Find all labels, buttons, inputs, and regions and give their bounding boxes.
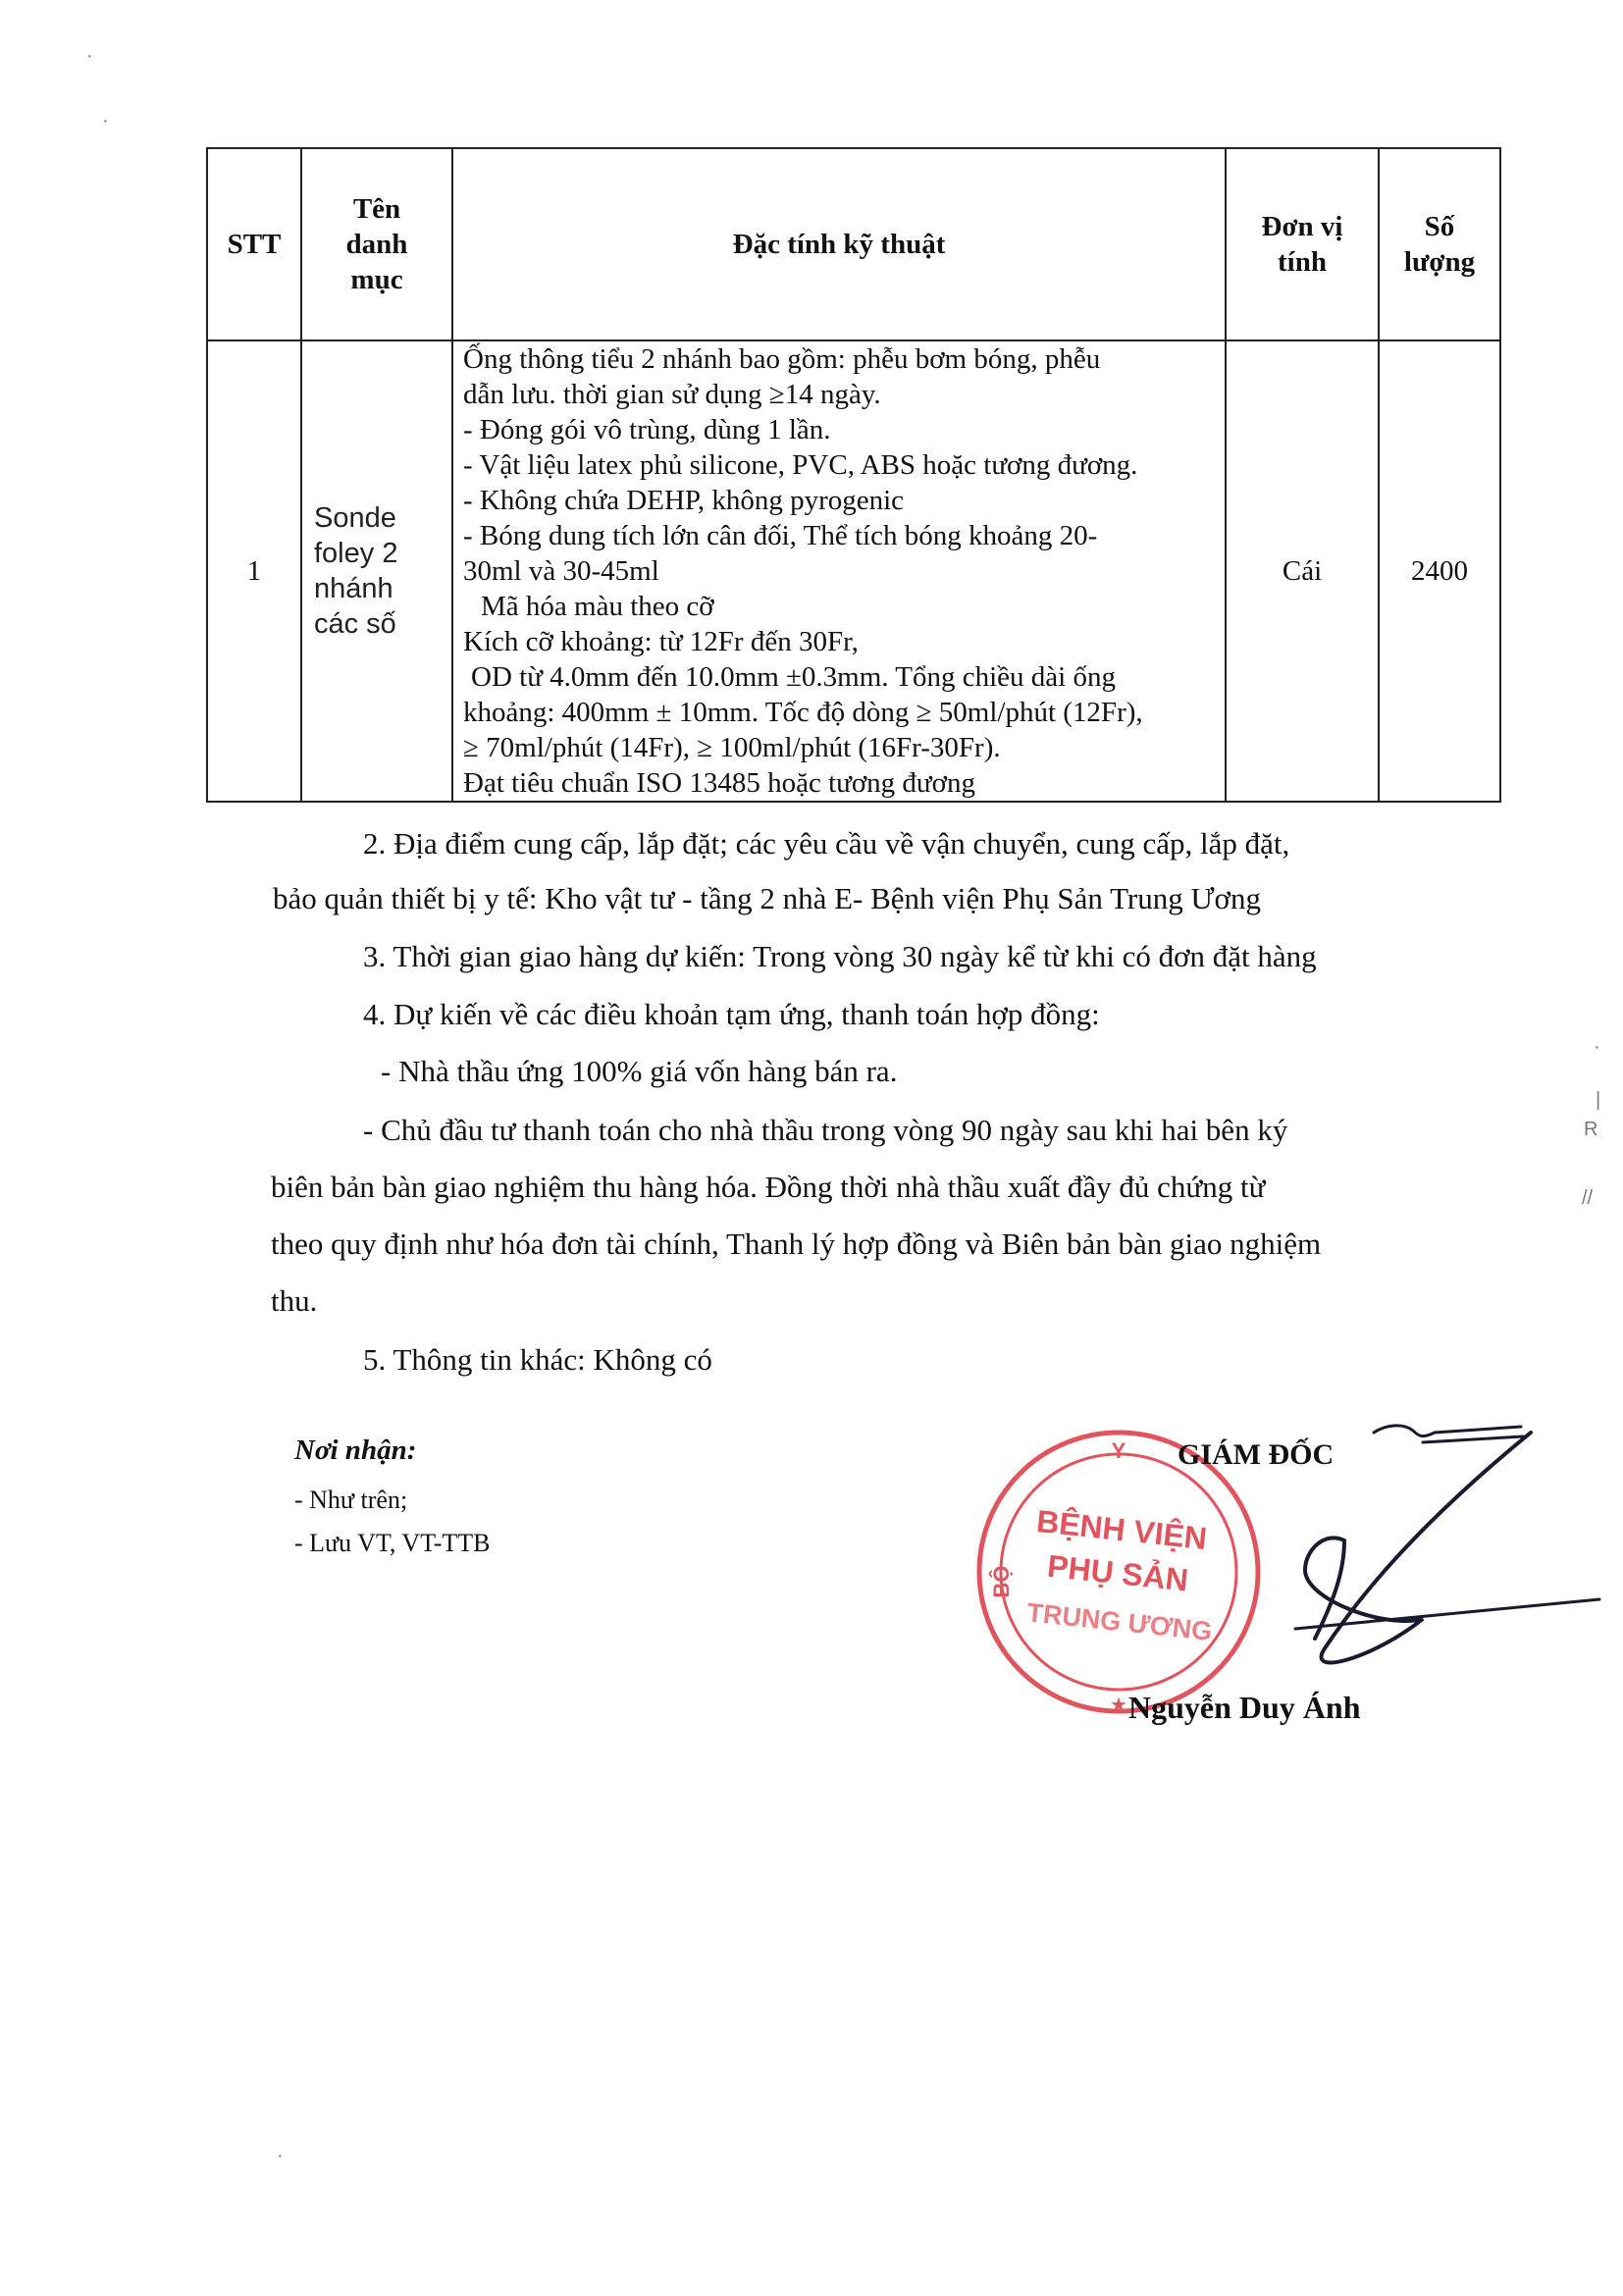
scan-mark: R [1584,1119,1598,1140]
paragraph-2-line2: bảo quản thiết bị y tế: Kho vật tư - tầng 2 nhà E- Bệnh viện Phụ Sản Trung Ương [273,881,1261,915]
seal-line3: TRUNG ƯƠNG [1025,1597,1214,1646]
scan-mark: · [86,45,93,67]
cell-spec [452,340,1226,802]
spec-line: 30ml và 30-45ml [463,555,659,587]
signer-role: GIÁM ĐỐC [1178,1438,1335,1471]
spec-line: Đạt tiêu chuẩn ISO 13485 hoặc tương đương [463,767,975,799]
seal-line2: PHỤ SẢN [1045,1547,1190,1598]
header-qty: Số lượng [1379,148,1500,340]
paragraph-4-payment-line3: theo quy định như hóa đơn tài chính, Thanh lý hợp đồng và Biên bản bàn giao nghiệm [271,1226,1322,1261]
header-unit: Đơn vị tính [1226,148,1379,340]
recipient-item: - Lưu VT, VT-TTB [294,1529,491,1557]
paragraph-4-payment-line1: - Chủ đầu tư thanh toán cho nhà thầu trong vòng 90 ngày sau khi hai bên ký [363,1113,1288,1147]
table-row [207,340,1500,802]
spec-line: Ống thông tiểu 2 nhánh bao gồm: phễu bơm bóng, phễu [463,343,1101,375]
paragraph-4-payment-line2: biên bản bàn giao nghiệm thu hàng hóa. Đồng thời nhà thầu xuất đầy đủ chứng từ [271,1170,1266,1204]
handwritten-signature-icon [1128,1403,1619,1717]
scan-mark: | [1596,1089,1601,1111]
paragraph-4-payment-line4: thu. [271,1283,318,1318]
header-spec: Đặc tính kỹ thuật [452,148,1226,340]
cell-qty: 2400 [1379,340,1500,802]
recipient-item: - Như trên; [294,1486,408,1514]
svg-text:★: ★ [1110,1695,1127,1716]
spec-line: - Bóng dung tích lớn cân đối, Thể tích bóng khoảng 20- [463,520,1098,551]
cell-item-name: Sonde foley 2 nhánh các số [301,340,452,802]
paragraph-5: 5. Thông tin khác: Không có [363,1342,712,1377]
signer-name: Nguyễn Duy Ánh [1128,1690,1361,1725]
cell-stt: 1 [207,340,301,802]
scan-mark: · [277,2145,284,2166]
spec-line: - Vật liệu latex phủ silicone, PVC, ABS hoặc tương đương. [463,449,1138,481]
spec-line: khoảng: 400mm ± 10mm. Tốc độ dòng ≥ 50ml/phút (12Fr), [463,697,1143,728]
paragraph-4-advance: - Nhà thầu ứng 100% giá vốn hàng bán ra. [381,1054,898,1088]
spec-line: ≥ 70ml/phút (14Fr), ≥ 100ml/phút (16Fr-30Fr). [463,732,1001,763]
cell-unit: Cái [1226,340,1379,802]
table-header-row [207,148,1500,340]
spec-line: Kích cỡ khoảng: từ 12Fr đến 30Fr, [463,626,859,657]
spec-line: - Không chứa DEHP, không pyrogenic [463,485,905,516]
spec-line: Mã hóa màu theo cỡ [481,591,714,622]
paragraph-3: 3. Thời gian giao hàng dự kiến: Trong vòng 30 ngày kể từ khi có đơn đặt hàng [363,939,1317,973]
recipients-title: Nơi nhận: [294,1435,417,1466]
header-stt: STT [207,148,301,340]
seal-left-text: BỘ [989,1565,1014,1598]
spec-line: dẫn lưu. thời gian sử dụng ≥14 ngày. [463,379,881,410]
seal-line1: BỆNH VIỆN [1034,1503,1209,1557]
paragraph-4: 4. Dự kiến về các điều khoản tạm ứng, thanh toán hợp đồng: [363,997,1100,1031]
scan-mark: · [1594,1036,1600,1058]
header-name: Tên danh mục [301,148,452,340]
seal-top-letter: Y [1111,1438,1126,1463]
spec-line: - Đóng gói vô trùng, dùng 1 lần. [463,414,831,445]
scan-mark: // [1582,1187,1594,1209]
paragraph-2-line1: 2. Địa điểm cung cấp, lắp đặt; các yêu cầu về vận chuyển, cung cấp, lắp đặt, [363,826,1290,861]
scan-mark: · [102,110,109,131]
spec-table [206,147,1501,803]
spec-line: OD từ 4.0mm đến 10.0mm ±0.3mm. Tổng chiều dài ống [471,661,1116,693]
